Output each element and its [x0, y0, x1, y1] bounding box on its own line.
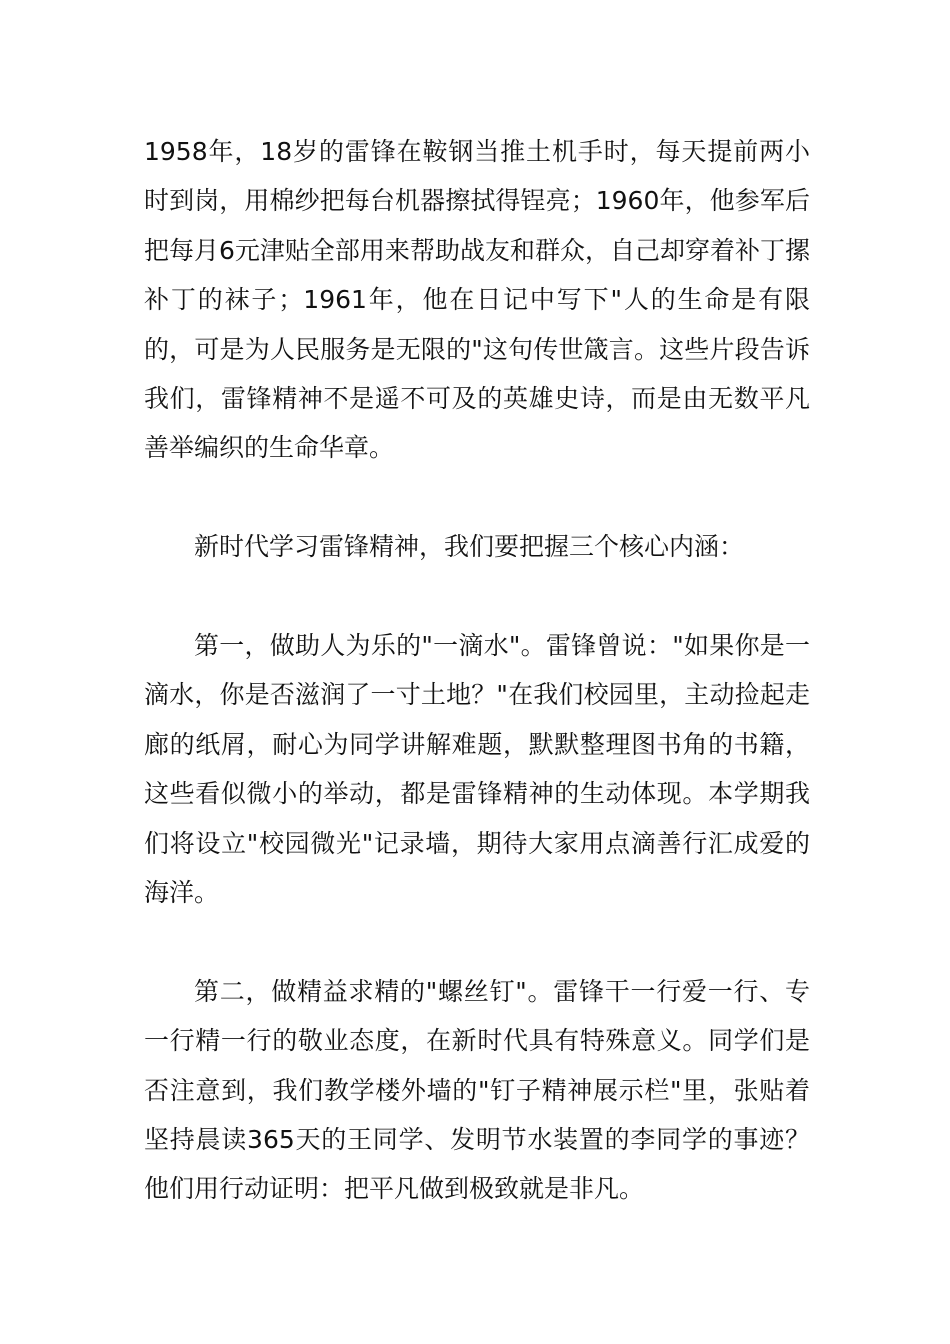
- paragraph-point-one-drop-of-water: 第一，做助人为乐的"一滴水"。雷锋曾说："如果你是一滴水，你是否滋润了一寸土地？"在我们校园里，主动捡起走廊的纸屑，耐心为同学讲解难题，默默整理图书角的书籍，这些看似微小的举动，都是雷锋精神的生动体现。本学期我们将设立"校园微光"记录墙，期待大家用点滴善行汇成爱的海洋。: [144, 631, 810, 908]
- paragraph-lei-feng-history: 1958年，18岁的雷锋在鞍钢当推土机手时，每天提前两小时到岗，用棉纱把每台机器擦拭得锃亮；1960年，他参军后把每月6元津贴全部用来帮助战友和群众，自己却穿着补丁摞补丁的袜子；1961年，他在日记中写下"人的生命是有限的，可是为人民服务是无限的"这句传世箴言。这些片段告诉我们，雷锋精神不是遥不可及的英雄史诗，而是由无数平凡善举编织的生命华章。: [144, 137, 810, 463]
- document-body: [144, 127, 810, 1263]
- paragraph-three-core-meanings: 新时代学习雷锋精神，我们要把握三个核心内涵：: [194, 532, 745, 562]
- paragraph-point-two-screw: 第二，做精益求精的"螺丝钉"。雷锋干一行爱一行、专一行精一行的敬业态度，在新时代具有特殊意义。同学们是否注意到，我们教学楼外墙的"钉子精神展示栏"里，张贴着坚持晨读365天的王同学、发明节水装置的李同学的事迹？他们用行动证明：把平凡做到极致就是非凡。: [144, 976, 810, 1204]
